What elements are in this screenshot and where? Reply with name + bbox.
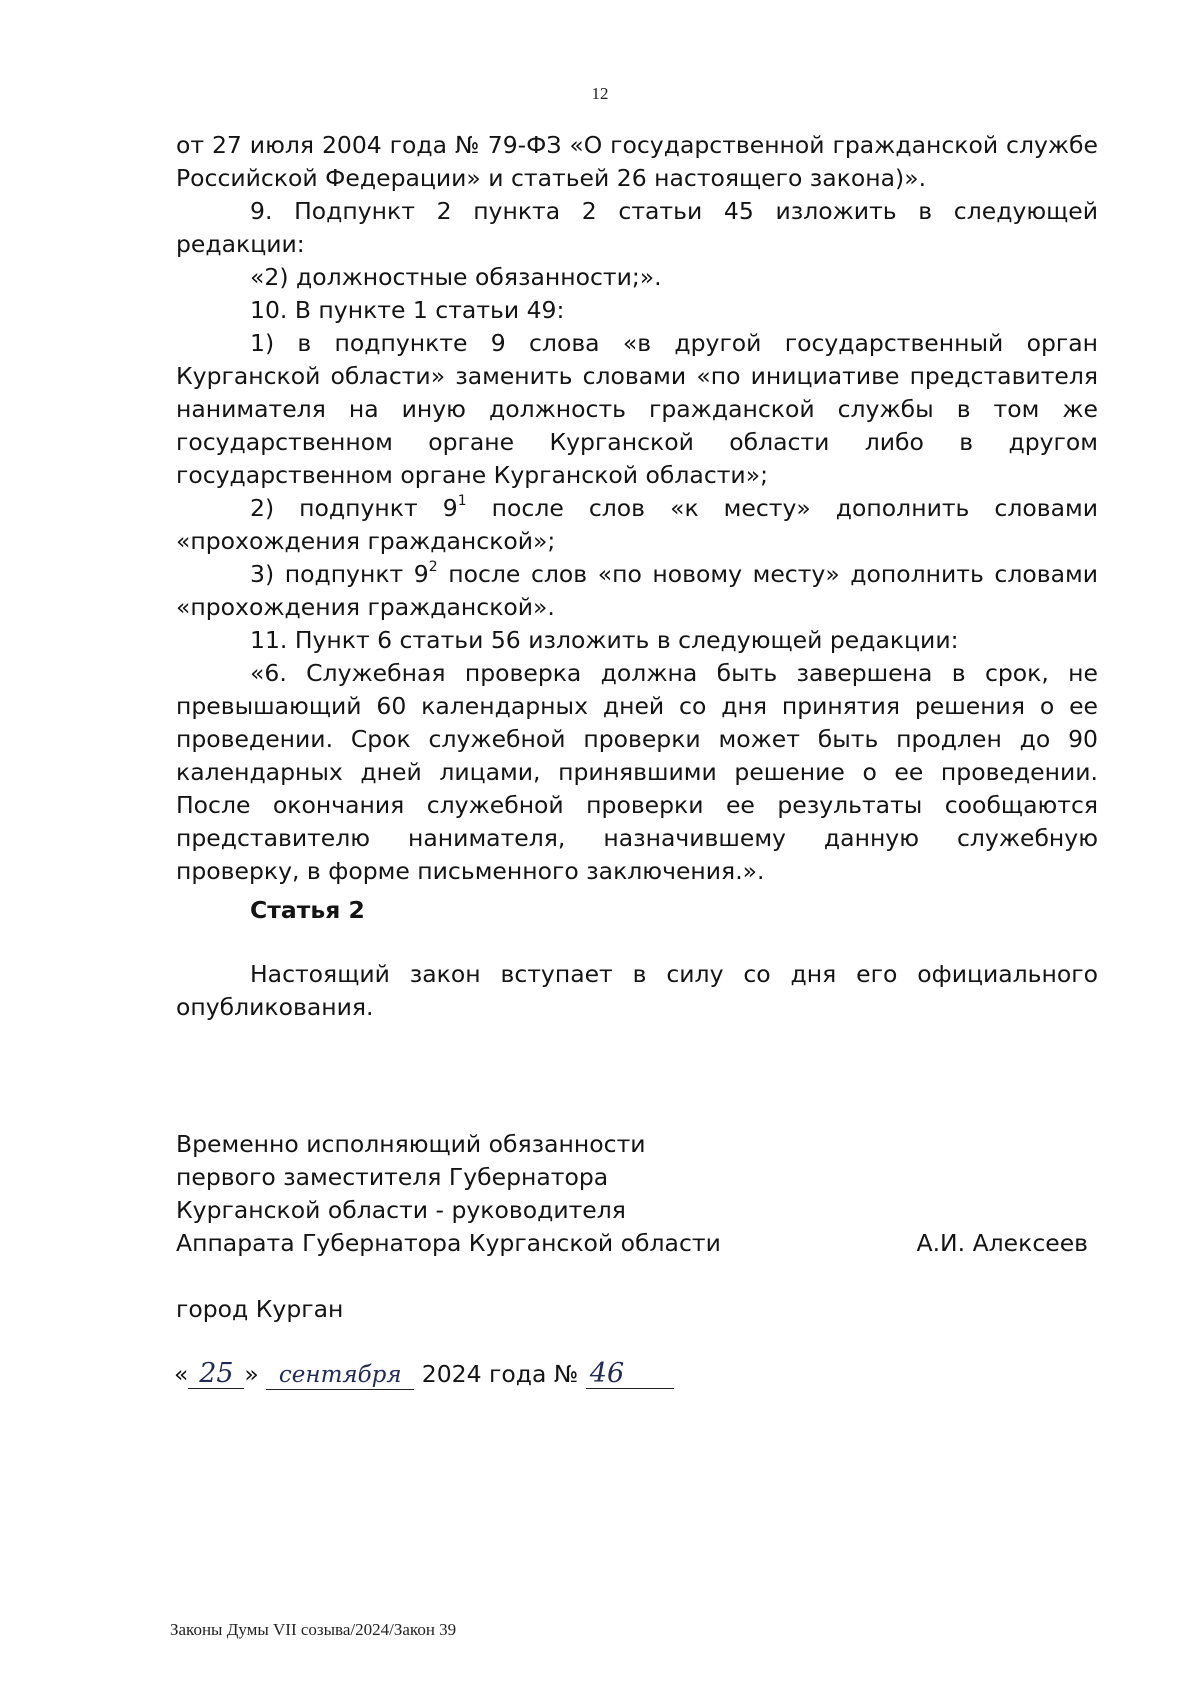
- paragraph: 1) в подпункте 9 слова «в другой государственный орган Курганской области» заменить словами «по инициативе представителя нанимателя на иную должность гражданской службы в том же государственном органе Курганской области либо в другом государственном органе Курганской области»;: [176, 329, 1098, 489]
- paragraph: 11. Пункт 6 статьи 56 изложить в следующей редакции:: [250, 626, 959, 654]
- article-2-body: [176, 958, 1098, 1024]
- page-number: 12: [591, 84, 609, 103]
- footer: Законы Думы VII созыва/2024/Закон 39: [170, 1620, 457, 1639]
- handwritten-law-number: 46: [586, 1360, 674, 1389]
- superscript: 1: [457, 493, 467, 509]
- signer-title-line: первого заместителя Губернатора: [176, 1163, 609, 1191]
- signer-title: [176, 1128, 721, 1260]
- paragraph: [176, 492, 1098, 558]
- date-line: [174, 1358, 874, 1398]
- paragraph: 10. В пункте 1 статьи 49:: [250, 296, 565, 324]
- amendments-text: [176, 129, 1098, 888]
- date-open-quote: «: [174, 1360, 189, 1388]
- paragraph-start: 2) подпункт 9: [250, 494, 458, 522]
- paragraph: «2) должностные обязанности;».: [250, 263, 662, 291]
- paragraph: «6. Служебная проверка должна быть завершена в срок, не превышающий 60 календарных дней со дня принятия решения о ее проведении. Срок служебной проверки может быть продлен до 90 календарных дней лицами, принявшими решение о ее проведении. После окончания служебной проверки ее результаты сообщаются представителю нанимателя, назначившему данную служебную проверку, в форме письменного заключения.».: [176, 659, 1098, 885]
- signer-title-line: Временно исполняющий обязанности: [176, 1130, 646, 1158]
- date-year-text: 2024 года №: [421, 1360, 579, 1388]
- paragraph-start: 3) подпункт 9: [250, 560, 429, 588]
- signer-name: А.И. Алексеев: [916, 1229, 1088, 1257]
- superscript: 2: [428, 559, 438, 575]
- paragraph: Настоящий закон вступает в силу со дня его официального опубликования.: [176, 960, 1098, 1021]
- date-close-quote: »: [244, 1360, 259, 1388]
- handwritten-day: 25: [188, 1360, 244, 1389]
- paragraph: 9. Подпункт 2 пункта 2 статьи 45 изложить в следующей редакции:: [176, 197, 1098, 258]
- paragraph: от 27 июля 2004 года № 79-ФЗ «О государственной гражданской службе Российской Федерации» и статьей 26 настоящего закона)».: [176, 131, 1098, 192]
- paragraph: [176, 558, 1098, 624]
- city: город Курган: [176, 1295, 344, 1323]
- signer-title-line: Аппарата Губернатора Курганской области: [176, 1229, 721, 1257]
- signer-title-line: Курганской области - руководителя: [176, 1196, 626, 1224]
- paragraph-end: после слов «к месту» дополнить словами «прохождения гражданской»;: [176, 494, 1098, 555]
- handwritten-month: сентября: [266, 1361, 414, 1390]
- article-2-heading: Статья 2: [250, 896, 365, 924]
- paragraph-end: после слов «по новому месту» дополнить словами «прохождения гражданской».: [176, 560, 1098, 621]
